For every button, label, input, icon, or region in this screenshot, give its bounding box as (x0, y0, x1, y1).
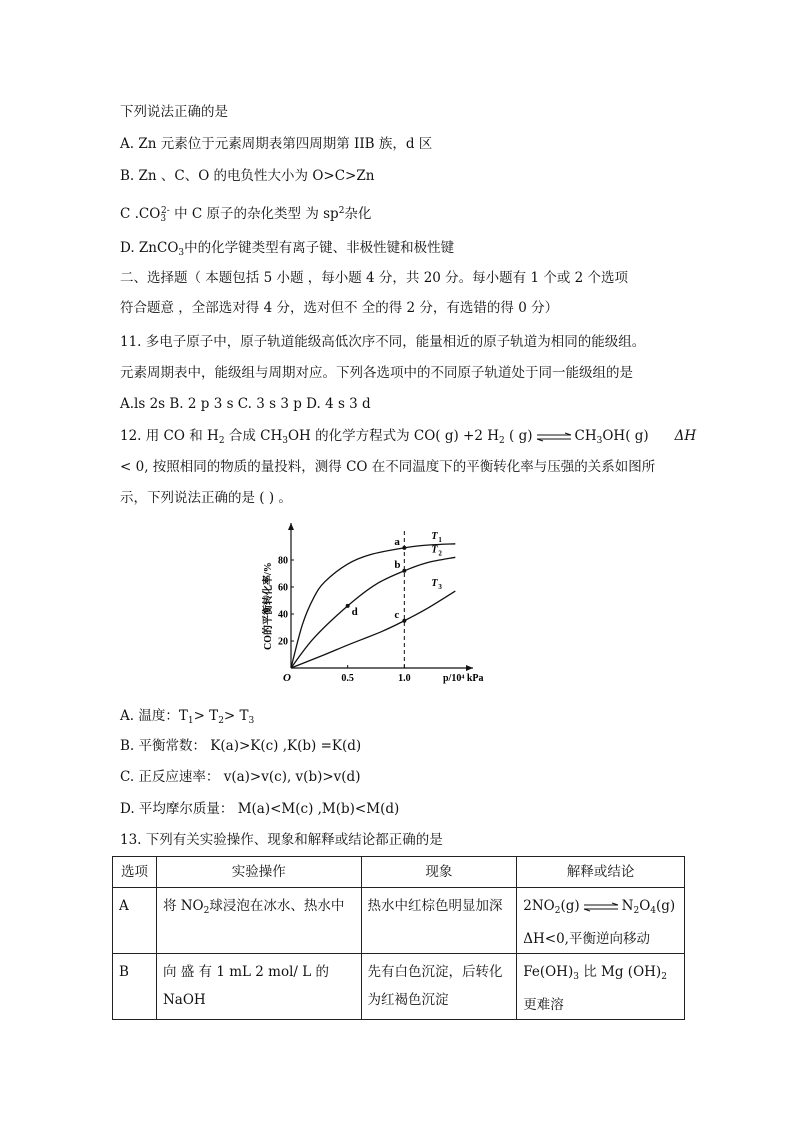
table-cell-option: A (113, 888, 157, 954)
row-a-c1-post-sub2: 4 (650, 906, 656, 916)
y-tick-label: 60 (278, 582, 288, 594)
section2-line1: 二、选择题（ 本题包括 5 小题 ，每小题 4 分，共 20 分。每小题有 1 个或 2 个选项 (120, 270, 629, 286)
table-row (113, 888, 685, 954)
q10-option-d-pre: D. ZnCO (120, 240, 179, 256)
row-a-conclusion-line2: ΔH<0,平衡逆向移动 (523, 931, 650, 947)
q12-l1-b: 合成 CH (224, 428, 283, 444)
q12-option-c: C. 正反应速率： v(a)>v(c), v(b)>v(d) (120, 769, 361, 785)
q12-l1-d: ( g) (504, 428, 533, 444)
row-b-c-pre: Fe(OH) (523, 964, 574, 980)
q12-opt-a-mid: > T (193, 708, 219, 724)
table-cell-conclusion (517, 888, 685, 954)
q10-option-a: A. Zn 元素位于元素周期表第四周期第 IIB 族，d 区 (120, 136, 433, 152)
series-label-sub: 1 (438, 535, 442, 544)
table-cell-conclusion (517, 954, 685, 1020)
row-b-c-mid: 比 Mg (OH) (578, 964, 662, 980)
table-cell-operation (156, 888, 361, 954)
equilibrium-arrow-icon (584, 903, 618, 911)
x-axis-arrow-icon (466, 665, 473, 671)
q12-l1-f: OH( g) (602, 428, 649, 444)
series-label: T (431, 530, 438, 542)
q10-option-c-sup2: 2 (338, 206, 345, 216)
q12-opt-a-s1: 1 (187, 716, 194, 726)
y-tick-label: 20 (278, 636, 288, 648)
y-axis-arrow-icon (288, 523, 294, 530)
table-cell-phenomenon: 热水中红棕色明显加深 (361, 888, 517, 954)
q12-l1-e: CH (574, 428, 597, 444)
point-b (402, 569, 406, 573)
series-label: T (431, 544, 438, 556)
row-a-c1-pre: 2NO (523, 898, 555, 914)
section2-line2: 符合题意 ，全部选对得 4 分，选对但不 全的得 2 分，有选错的得 0 分） (120, 300, 559, 316)
row-b-op-line1: 向 盛 有 1 mL 2 mol/ L 的 (162, 964, 329, 980)
q12-l1-g: ΔH (674, 428, 697, 444)
origin-label: O (283, 672, 291, 684)
q12-line3: 示，下列说法正确的是 ( ) 。 (120, 490, 292, 506)
series-line-2 (291, 557, 455, 668)
table-header-cell: 解释或结论 (517, 857, 685, 888)
q12-opt-a-pre: A. 温度：T (120, 708, 188, 724)
point-d (346, 604, 350, 608)
point-label: b (394, 558, 401, 571)
row-a-op-post: 球浸泡在冰水、热水中 (209, 898, 345, 914)
y-tick-label: 40 (278, 609, 288, 621)
table-cell-option: B (113, 954, 157, 1020)
q10-option-c-post: 中 C 原子的杂化类型 为 sp (169, 206, 339, 222)
table-cell-phenomenon (361, 954, 517, 1020)
q10-option-c-end: 杂化 (344, 206, 372, 222)
q11-line1: 11. 多电子原子中，原子轨道能级高低次序不同，能量相近的原子轨道为相同的能级组。 (120, 334, 646, 350)
q10-option-d (120, 238, 454, 263)
row-a-op-pre: 将 NO (162, 898, 204, 914)
row-b-c-sub2: 2 (661, 972, 667, 982)
q12-l1-sub3: 2 (499, 436, 505, 446)
point-label: a (394, 535, 400, 548)
table-header-cell: 实验操作 (156, 857, 361, 888)
row-a-c1-post-pre: N (621, 898, 634, 914)
point-c (402, 619, 406, 623)
row-b-conclusion-line2: 更难溶 (523, 997, 564, 1013)
q10-option-c (120, 201, 371, 229)
row-a-op-sub: 2 (203, 906, 210, 916)
q10-option-c-pre: C .CO (120, 206, 161, 222)
q11-line2: 元素周期表中，能级组与周期对应。下列各选项中的不同原子轨道处于同一能级组的是 (120, 365, 633, 381)
x-tick-label: 0.5 (341, 673, 354, 684)
table-header-row (113, 857, 685, 888)
series-label: T (431, 578, 438, 590)
q10-option-c-sub: 3 (160, 214, 167, 224)
table-header-cell: 现象 (361, 857, 517, 888)
q13-stem: 13. 下列有关实验操作、现象和解释或结论都正确的是 (120, 832, 443, 848)
row-a-c1-post-mid: O (639, 898, 651, 914)
conversion-chart (255, 523, 484, 693)
row-a-conclusion-line1 (523, 892, 678, 925)
row-a-c1-post-end: (g) (656, 898, 676, 914)
row-a-c1-sub: 2 (554, 906, 561, 916)
q10-stem: 下列说法正确的是 (120, 104, 228, 120)
table-cell-operation (156, 954, 361, 1020)
row-b-phen-line1: 先有白色沉淀，后转化 (367, 964, 503, 980)
row-b-c-sub: 3 (573, 972, 579, 982)
q12-opt-a-mid2: > T (223, 708, 249, 724)
q11-options: A.ls 2s B. 2 p 3 s C. 3 s 3 p D. 4 s 3 d (120, 396, 371, 412)
q10-option-d-post: 中的化学键类型有离子键、非极性键和极性键 (184, 240, 455, 256)
q10-option-d-sub: 3 (178, 248, 185, 258)
x-axis-label: p/10⁴ kPa (443, 673, 484, 684)
row-a-c1-mid: (g) (560, 898, 580, 914)
series-line-3 (291, 591, 455, 668)
q12-opt-a-s2: 2 (218, 716, 224, 726)
series-label-sub: 2 (438, 549, 442, 558)
q13-table (112, 856, 685, 1020)
row-b-phen-line2: 为红褐色沉淀 (367, 992, 449, 1008)
equilibrium-arrow-icon (537, 433, 571, 441)
q12-option-b: B. 平衡常数： K(a)>K(c) ,K(b) =K(d) (120, 738, 362, 754)
x-tick-label: 1.0 (398, 673, 411, 684)
q12-opt-a-s3: 3 (248, 716, 255, 726)
q12-option-d: D. 平均摩尔质量： M(a)<M(c) ,M(b)<M(d) (120, 801, 400, 817)
row-b-op-line2: NaOH (162, 992, 206, 1008)
q12-line2: < 0, 按照相同的物质的量投料，测得 CO 在不同温度下的平衡转化率与压强的关系如图所 (120, 459, 656, 475)
table-header-cell: 选项 (113, 857, 157, 888)
q12-l1-a: 12. 用 CO 和 H (120, 428, 219, 444)
point-label: c (394, 608, 400, 621)
q10-option-b: B. Zn 、C、O 的电负性大小为 O>C>Zn (120, 168, 375, 184)
q12-option-a (120, 706, 254, 731)
series-label-sub: 3 (438, 583, 442, 592)
point-a (402, 546, 406, 550)
q12-l1-sub1: 2 (218, 436, 225, 446)
row-a-c1-post-sub1: 2 (633, 906, 640, 916)
y-tick-label: 80 (278, 555, 288, 567)
q12-l1-c: OH 的化学方程式为 CO( g) +2 H (287, 428, 500, 444)
chart-curves (291, 544, 455, 668)
q10-option-c-sup: 2- (161, 206, 170, 216)
point-label: d (351, 605, 358, 618)
y-axis-label: CO的平衡转化率/% (263, 562, 274, 650)
q12-l1-sub4: 3 (596, 436, 603, 446)
row-b-conclusion-line1 (523, 958, 678, 991)
q12-line1 (120, 426, 696, 451)
q12-l1-sub2: 3 (282, 436, 288, 446)
table-row (113, 954, 685, 1020)
